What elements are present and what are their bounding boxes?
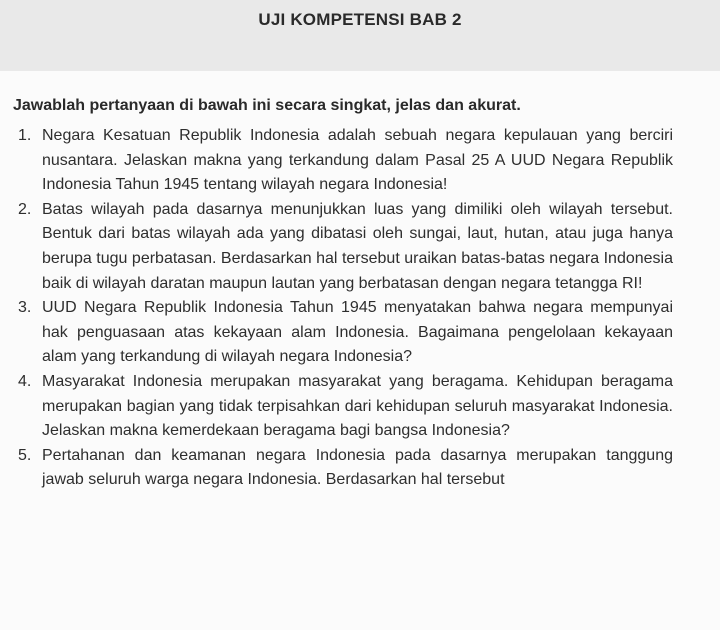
question-item (0, 444, 673, 493)
question-text: Batas wilayah pada dasarnya menunjukkan luas yang dimiliki oleh wilayah tersebut. Bentuk dari batas wilayah ada yang dibatasi oleh sungai, laut, hutan, atau juga hanya berupa tugu perbatasan. Berdasarkan hal tersebut uraikan batas-batas negara Indonesia baik di wilayah daratan maupun lautan yang berbatasan dengan negara tetangga RI! (42, 200, 673, 292)
question-text: Masyarakat Indonesia merupakan masyarakat yang beragama. Kehidupan beragama merupakan bagian yang tidak terpisahkan dari kehidupan seluruh masyarakat Indonesia. Jelaskan makna kemerdekaan beragama bagi bangsa Indonesia? (42, 372, 673, 440)
instruction-text: Jawablah pertanyaan di bawah ini secara singkat, jelas dan akurat. (13, 97, 521, 114)
question-number: 1. (18, 127, 32, 144)
question-text: Negara Kesatuan Republik Indonesia adalah sebuah negara kepulauan yang berciri nusantara. Jelaskan makna yang terkandung dalam Pasal 25 A UUD Negara Republik Indonesia Tahun 1945 tentang wilayah negara Indonesia! (42, 127, 673, 194)
question-text: Pertahanan dan keamanan negara Indonesia pada dasarnya merupakan tanggung jawab seluruh warga negara Indonesia. Berdasarkan hal tersebut (42, 446, 673, 489)
question-number: 4. (18, 372, 32, 390)
question-list (0, 124, 720, 493)
chapter-title: UJI KOMPETENSI BAB 2 (258, 10, 462, 29)
question-number: 5. (18, 446, 32, 464)
question-item (0, 370, 673, 444)
question-number: 2. (18, 200, 32, 218)
question-item (0, 124, 673, 198)
question-number: 3. (18, 299, 32, 317)
question-text: UUD Negara Republik Indonesia Tahun 1945 menyatakan bahwa negara mempunyai hak penguasaan atas kekayaan alam Indonesia. Bagaimana pengelolaan kekayaan alam yang terkandung di wilayah negara Indonesia? (42, 299, 673, 366)
question-item (0, 296, 673, 370)
question-item (0, 198, 673, 296)
header-band (0, 0, 720, 71)
